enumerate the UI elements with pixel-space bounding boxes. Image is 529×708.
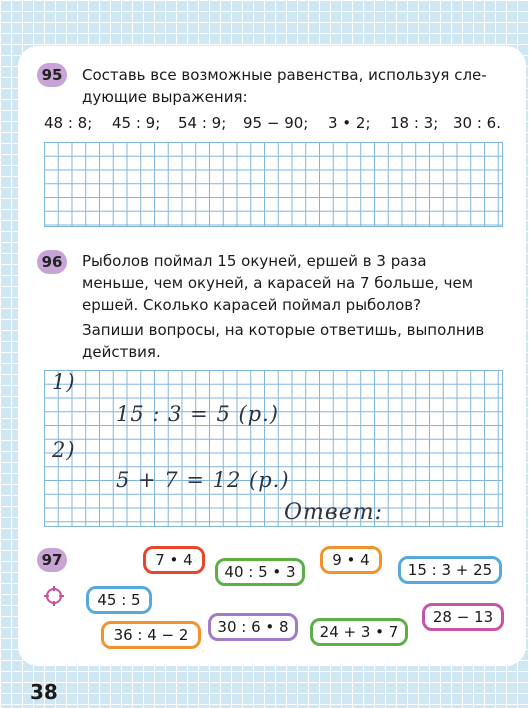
task-96-instruction-line-2: действия. bbox=[82, 343, 161, 361]
handwritten-step-2-label: 2) bbox=[52, 438, 76, 462]
expression: 54 : 9; bbox=[178, 114, 227, 132]
task-97-number: 97 bbox=[37, 548, 67, 572]
page-number: 38 bbox=[30, 680, 58, 704]
expression-card[interactable]: 15 : 3 + 25 bbox=[398, 556, 502, 584]
expression: 95 − 90; bbox=[243, 114, 309, 132]
task-95-text-line-1: Составь все возможные равенства, используя сле- bbox=[82, 66, 487, 84]
task-95-text-line-2: дующие выражения: bbox=[82, 88, 248, 106]
task-96-answer-grid[interactable] bbox=[44, 370, 503, 527]
expression: 30 : 6. bbox=[453, 114, 501, 132]
handwritten-step-1-label: 1) bbox=[52, 370, 76, 394]
task-96-text-line-1: Рыболов поймал 15 окуней, ершей в 3 раза bbox=[82, 252, 427, 270]
expression: 18 : 3; bbox=[390, 114, 439, 132]
expression: 48 : 8; bbox=[44, 114, 93, 132]
expression-card[interactable]: 9 • 4 bbox=[320, 546, 382, 574]
expression: 3 • 2; bbox=[328, 114, 371, 132]
expression-card[interactable]: 45 : 5 bbox=[86, 586, 152, 614]
task-95-answer-grid[interactable] bbox=[44, 142, 503, 227]
task-96-text-line-3: ершей. Сколько карасей поймал рыболов? bbox=[82, 296, 422, 314]
task-95-number: 95 bbox=[37, 63, 67, 87]
handwritten-answer-label: Ответ: bbox=[284, 500, 383, 525]
task-96-instruction-line-1: Запиши вопросы, на которые ответишь, выполнив bbox=[82, 321, 485, 339]
handwritten-step-2: 5 + 7 = 12 (р.) bbox=[116, 468, 290, 492]
expression-card[interactable]: 24 + 3 • 7 bbox=[310, 618, 408, 646]
expression-card[interactable]: 28 − 13 bbox=[422, 603, 504, 631]
task-96-number: 96 bbox=[37, 250, 67, 274]
compass-icon bbox=[43, 585, 65, 607]
expression-card[interactable]: 30 : 6 • 8 bbox=[208, 613, 298, 641]
expression-card[interactable]: 36 : 4 − 2 bbox=[101, 621, 201, 649]
expression-card[interactable]: 40 : 5 • 3 bbox=[215, 558, 305, 586]
handwritten-step-1: 15 : 3 = 5 (р.) bbox=[116, 402, 279, 426]
task-96-text-line-2: меньше, чем окуней, а карасей на 7 больше, чем bbox=[82, 274, 474, 292]
expression-card[interactable]: 7 • 4 bbox=[143, 546, 205, 574]
expression: 45 : 9; bbox=[112, 114, 161, 132]
